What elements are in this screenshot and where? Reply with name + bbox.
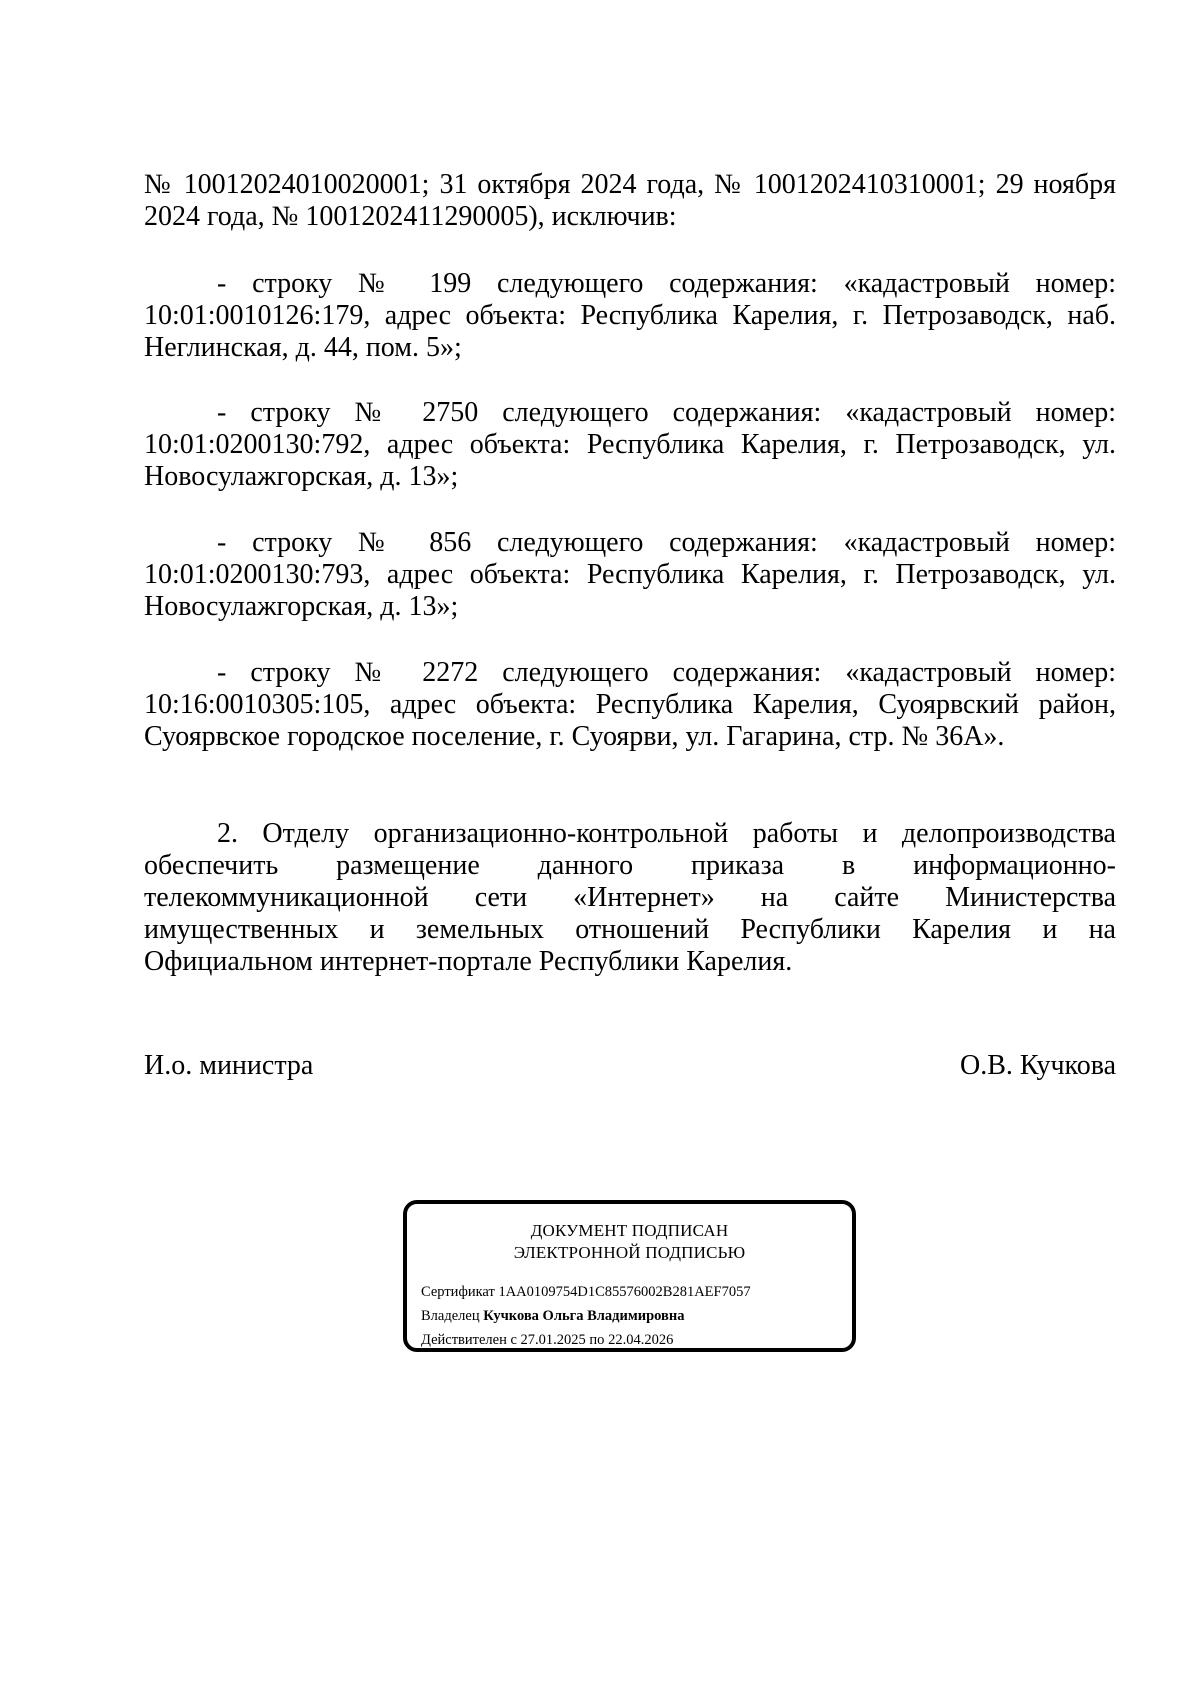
stamp-owner-value: Кучкова Ольга Владимировна — [483, 1308, 685, 1324]
exclusion-item-856: - строку № 856 следующего содержания: «кадастровый номер: 10:01:0200130:793, адрес объекта: Республика Карелия, г. Петрозаводск, ул. Новосулажгорская, д. 13»; — [144, 527, 1116, 622]
stamp-valid-from: 27.01.2025 — [520, 1332, 586, 1348]
intro-paragraph: № 10012024010020001; 31 октября 2024 года, № 1001202410310001; 29 ноября 2024 года, № 1001202411290005), исключив: — [144, 169, 1116, 232]
stamp-title-line-2: ЭЛЕКТРОННОЙ ПОДПИСЬЮ — [513, 1243, 746, 1262]
stamp-valid-label: Действителен с — [421, 1332, 517, 1348]
stamp-owner-label: Владелец — [421, 1308, 480, 1324]
stamp-certificate-label: Сертификат — [421, 1284, 495, 1300]
signatory-position: И.о. министра — [144, 1050, 314, 1081]
stamp-owner-row — [421, 1304, 751, 1328]
stamp-certificate-row — [421, 1280, 751, 1304]
clause-2-paragraph: 2. Отделу организационно-контрольной работы и делопроизводства обеспечить размещение данного приказа в информационно-телекоммуникационной сети «Интернет» на сайте Министерства имущественных и земельных отношений Республики Карелия и на Официальном интернет-портале Республики Карелия. — [144, 818, 1116, 977]
stamp-valid-to-label: по — [589, 1332, 605, 1348]
exclusion-item-2272: - строку № 2272 следующего содержания: «кадастровый номер: 10:16:0010305:105, адрес объекта: Республика Карелия, Суоярвский район, Суоярвское городское поселение, г. Суоярви, ул. Гагарина, стр. № 36А». — [144, 657, 1116, 752]
stamp-valid-to: 22.04.2026 — [608, 1332, 674, 1348]
exclusion-item-2750: - строку № 2750 следующего содержания: «кадастровый номер: 10:01:0200130:792, адрес объекта: Республика Карелия, г. Петрозаводск, ул. Новосулажгорская, д. 13»; — [144, 397, 1116, 492]
signatory-name: О.В. Кучкова — [959, 1050, 1116, 1081]
electronic-signature-stamp — [403, 1200, 856, 1352]
exclusion-item-199: - строку № 199 следующего содержания: «кадастровый номер: 10:01:0010126:179, адрес объекта: Республика Карелия, г. Петрозаводск, наб. Неглинская, д. 44, пом. 5»; — [144, 268, 1116, 363]
stamp-certificate-value: 1AA0109754D1C85576002B281AEF7057 — [498, 1284, 751, 1300]
stamp-title — [407, 1220, 852, 1264]
stamp-validity-row — [421, 1328, 751, 1352]
stamp-details — [421, 1280, 751, 1352]
stamp-title-line-1: ДОКУМЕНТ ПОДПИСАН — [530, 1221, 729, 1240]
